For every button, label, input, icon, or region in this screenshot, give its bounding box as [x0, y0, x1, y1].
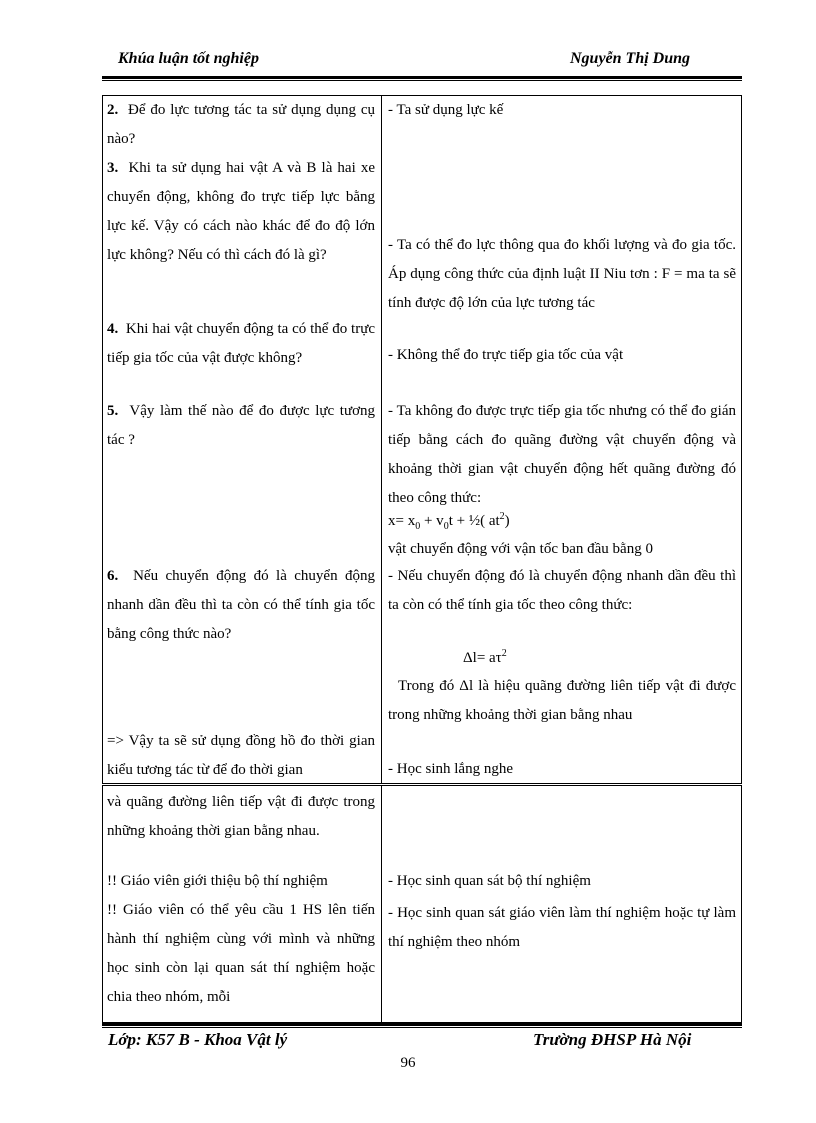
- header-rule-thin: [102, 80, 742, 81]
- column-divider: [381, 96, 382, 783]
- continuation-text: và quãng đường liên tiếp vật đi được trong những khoảng thời gian bằng nhau.: [107, 794, 375, 839]
- answer-6: - Nếu chuyển động đó là chuyển động nhanh dần đều thì ta còn có thể tính gia tốc theo công thức:: [388, 568, 736, 613]
- column-divider: [381, 786, 382, 1022]
- conclusion-text: => Vậy ta sẽ sử dụng đồng hồ đo thời gian kiểu tương tác từ để đo thời gian: [107, 733, 375, 778]
- header-rule: [102, 76, 742, 79]
- formula-explanation: Trong đó Δl là hiệu quãng đường liên tiếp vật đi được trong những khoảng thời gian bằng nhau: [388, 678, 736, 723]
- header-left: Khúa luận tốt nghiệp: [118, 50, 259, 67]
- teacher-note-2: !! Giáo viên có thể yêu cầu 1 HS lên tiến hành thí nghiệm cùng với mình và những học sinh còn lại quan sát thí nghiệm hoặc chia theo nhóm, mỗi: [107, 902, 375, 1005]
- footer-rule-thin: [102, 1027, 742, 1028]
- formula-motion: $x= x_0 + v_0t$ + ½( $at^2$): [388, 511, 510, 532]
- answer-5: - Ta không đo được trực tiếp gia tốc nhưng có thể đo gián tiếp bằng cách đo quãng đường vật chuyển động và khoảng thời gian vật chuyển động hết quãng đường đó theo công thức:: [388, 403, 736, 506]
- answer-2: - Ta sử dụng lực kế: [388, 102, 504, 118]
- page-number: 96: [400, 1055, 416, 1071]
- student-note-2: - Học sinh quan sát giáo viên làm thí nghiệm hoặc tự làm thí nghiệm theo nhóm: [388, 905, 736, 950]
- question-6: 6. Nếu chuyển động đó là chuyển động nhanh dần đều thì ta còn có thể tính gia tốc bằng công thức nào?: [107, 568, 375, 642]
- footer-left: Lớp: K57 B - Khoa Vật lý: [108, 1030, 288, 1049]
- header-right: Nguyễn Thị Dung: [570, 50, 691, 67]
- qa-table-2: [102, 785, 742, 1023]
- answer-4: - Không thể đo trực tiếp gia tốc của vật: [388, 347, 624, 363]
- question-4: 4. Khi hai vật chuyển động ta có thể đo trực tiếp gia tốc của vật được không?: [107, 321, 375, 366]
- question-3: 3. Khi ta sử dụng hai vật A và B là hai xe chuyển động, không đo trực tiếp lực bằng lực kế. Vậy có cách nào khác để đo độ lớn lực không? Nếu có thì cách đó là gì?: [107, 160, 376, 263]
- footer-rule: [102, 1023, 742, 1026]
- question-2: 2. Để đo lực tương tác ta sử dụng dụng cụ nào?: [107, 102, 376, 147]
- answer-listen: - Học sinh lắng nghe: [388, 761, 513, 777]
- answer-3: - Ta có thể đo lực thông qua đo khối lượng và đo gia tốc. Áp dụng công thức của định luật II Niu tơn : F = ma ta sẽ tính được độ lớn của lực tương tác: [388, 237, 736, 311]
- qa-table-1: [102, 95, 742, 784]
- answer-5-end: vật chuyển động với vận tốc ban đầu bằng 0: [388, 541, 653, 557]
- footer-right: Trường ĐHSP Hà Nội: [533, 1030, 692, 1049]
- question-5: 5. Vậy làm thế nào để đo được lực tương tác ?: [107, 403, 376, 448]
- formula-delta: $\Delta l= a\tau^2$: [463, 648, 507, 666]
- student-note-1: - Học sinh quan sát bộ thí nghiệm: [388, 873, 591, 889]
- teacher-note-1: !! Giáo viên giới thiệu bộ thí nghiệm: [107, 873, 328, 889]
